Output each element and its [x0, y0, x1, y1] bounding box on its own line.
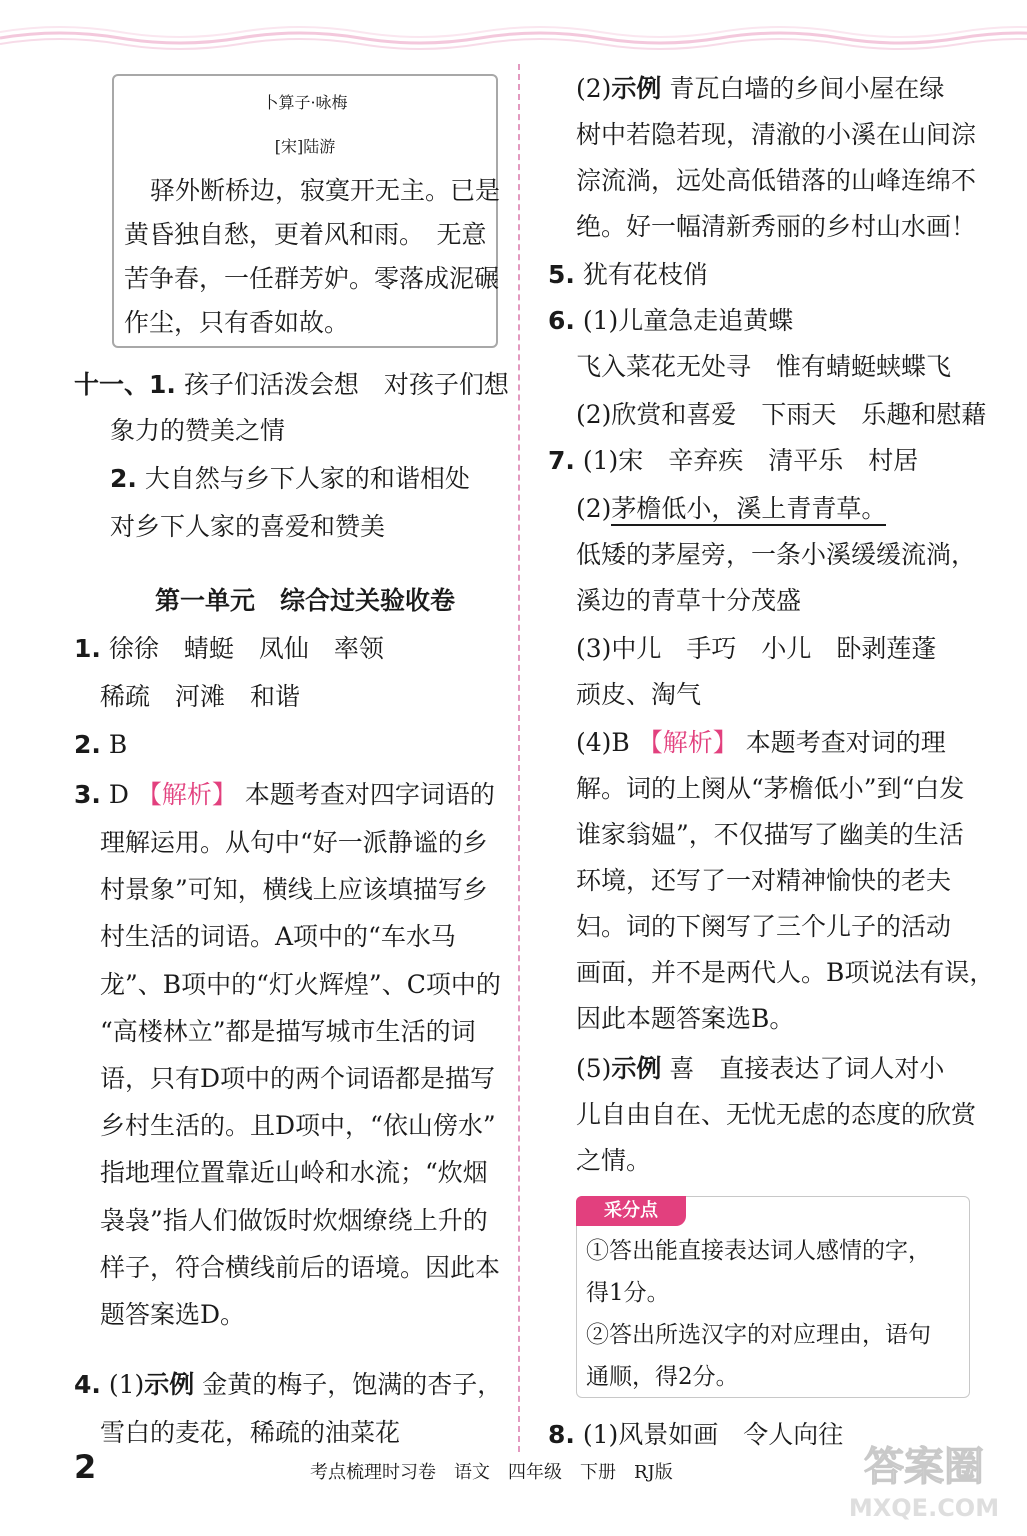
poem-line: 作尘，只有香如故。: [124, 308, 350, 337]
watermark-logo: [829, 1432, 1019, 1528]
scoring-points-tag: 采分点: [576, 1196, 686, 1226]
paragraph-line: 语，只有D项中的两个词语都是描写: [100, 1064, 496, 1093]
answer-q7-5: [576, 1052, 944, 1086]
column-divider: [518, 64, 520, 1452]
question-number: 1.: [74, 634, 101, 663]
analysis-label: 【解析】: [136, 780, 237, 809]
answer-q4: [74, 1368, 502, 1402]
example-label: 示例: [611, 1054, 662, 1083]
answer-q7-4: [576, 726, 946, 760]
answer-q11-2: [110, 462, 470, 496]
analysis-text: 本题考查对四字词语的: [244, 780, 495, 809]
paragraph-line: 村景象”可知，横线上应该填描写乡: [100, 875, 488, 905]
poem-title: 卜算子·咏梅: [262, 93, 348, 112]
paragraph-line: 理解运用。从句中“好一派静谧的乡: [100, 828, 488, 857]
answer-text: 雪白的麦花，稀疏的油菜花: [100, 1418, 401, 1447]
paragraph-line: 谁家翁媪”，不仅描写了幽美的生活: [576, 820, 964, 849]
example-label: 示例: [144, 1370, 195, 1399]
answer-text: (1)宋 辛弃疾 清平乐 村居: [582, 446, 919, 475]
poem-line: 驿外断桥边，寂寞开无主。已是: [150, 176, 501, 205]
answer-q7: [548, 444, 918, 478]
answer-text: 稀疏 河滩 和谐: [100, 682, 301, 711]
example-label: 示例: [611, 74, 662, 103]
answer-q5: [548, 258, 708, 292]
paragraph-line: 解。词的上阕从“茅檐低小”到“白发: [576, 774, 965, 803]
sub-number: (5): [576, 1054, 612, 1083]
answer-text: 孩子们活泼会想 对孩子们想: [183, 370, 509, 399]
poem-line: 苦争春，一任群芳妒。零落成泥碾: [124, 264, 500, 293]
answer-text: 对乡下人家的喜爱和赞美: [110, 512, 386, 541]
answer-text: 青瓦白墙的乡间小屋在绿: [669, 74, 945, 103]
answer-text: (1)儿童急走追黄蝶: [582, 306, 794, 335]
question-number: 6.: [548, 306, 575, 335]
paragraph-line: 妇。词的下阕写了三个儿子的活动: [576, 912, 952, 941]
answer-q8: [548, 1418, 843, 1452]
answer-q2: [74, 728, 127, 762]
paragraph-line: 淙流淌，远处高低错落的山峰连绵不: [576, 166, 977, 195]
paragraph-line: 绝。好一幅清新秀丽的乡村山水画！: [576, 212, 977, 241]
paragraph-line: 题答案选D。: [100, 1300, 246, 1329]
sub-number: (1): [108, 1370, 145, 1399]
answer-text: (1)风景如画 令人向往: [582, 1420, 844, 1449]
scoring-point: 得1分。: [586, 1280, 670, 1306]
paragraph-line: “高楼林立”都是描写城市生活的词: [100, 1016, 476, 1046]
analysis-text: 本题考查对词的理: [745, 728, 946, 757]
question-number: 2.: [74, 730, 101, 759]
answer-q4-2: [576, 72, 944, 106]
answer-text: B: [108, 730, 128, 759]
scoring-point: ①答出能直接表达词人感情的字，: [586, 1238, 931, 1264]
poem-author: [宋]陆游: [274, 137, 336, 156]
watermark-line2: MXQE.COM: [848, 1494, 1000, 1522]
question-number: 3.: [74, 780, 101, 809]
footer-text: 考点梳理时习卷 语文 四年级 下册 RJ版: [310, 1462, 673, 1483]
question-number: 十一、1.: [74, 370, 176, 399]
paragraph-line: 龙”、B项中的“灯火辉煌”、C项中的: [100, 969, 501, 999]
answer-text: 之情。: [576, 1146, 652, 1175]
analysis-label: 【解析】: [637, 728, 738, 757]
answer-text: 低矮的茅屋旁，一条小溪缓缓流淌，: [576, 540, 977, 569]
answer-text: 喜 直接表达了词人对小: [669, 1054, 945, 1083]
sub-number: (2): [576, 74, 612, 103]
paragraph-line: 袅袅”指人们做饭时炊烟缭绕上升的: [100, 1205, 488, 1235]
answer-text: 大自然与乡下人家的和谐相处: [144, 464, 470, 493]
answer-text: 象力的赞美之情: [110, 416, 286, 445]
question-number: 7.: [548, 446, 575, 475]
answer-text: 儿自由自在、无忧无虑的态度的欣赏: [576, 1100, 977, 1129]
question-number: 2.: [110, 464, 137, 493]
answer-q3: [74, 778, 495, 812]
answer-text: 顽皮、淘气: [576, 680, 702, 709]
section-title: 第一单元 综合过关验收卷: [154, 586, 455, 615]
question-number: 5.: [548, 260, 575, 289]
scoring-point: ②答出所选汉字的对应理由，语句: [586, 1322, 931, 1348]
answer-q11-1: [74, 368, 509, 402]
paragraph-line: 画面，并不是两代人。B项说法有误，: [576, 958, 995, 987]
paragraph-line: 指地理位置靠近山岭和水流；“炊烟: [100, 1158, 488, 1188]
answer-text: D: [108, 780, 129, 809]
paragraph-line: 因此本题答案选B。: [576, 1004, 795, 1033]
answer-text: 溪边的青草十分茂盛: [576, 586, 802, 615]
paragraph-line: 环境，还写了一对精神愉快的老夫: [576, 866, 952, 895]
question-number: 8.: [548, 1420, 575, 1449]
question-number: 4.: [74, 1370, 101, 1399]
answer-text: 金黄的梅子，饱满的杏子，: [202, 1370, 503, 1399]
answer-q6: [548, 304, 793, 338]
answer-q1: [74, 632, 384, 666]
answer-text: 犹有花枝俏: [582, 260, 708, 289]
page-number: 2: [74, 1448, 97, 1486]
answer-text: 徐徐 蜻蜓 凤仙 率领: [108, 634, 384, 663]
sub-number: (4)B: [576, 728, 630, 757]
answer-text: (3)中儿 手巧 小儿 卧剥莲蓬: [576, 634, 937, 663]
paragraph-line: 村生活的词语。A项中的“车水马: [100, 922, 456, 952]
top-decorative-band: [0, 0, 1027, 52]
paragraph-line: 树中若隐若现，清澈的小溪在山间淙: [576, 120, 977, 149]
sub-number: (2): [576, 494, 612, 523]
poem-line: 黄昏独自愁，更着风和雨。 无意: [124, 220, 487, 249]
paragraph-line: 乡村生活的。且D项中，“依山傍水”: [100, 1111, 496, 1141]
answer-q7-2: [576, 492, 886, 526]
answer-text: (2)欣赏和喜爱 下雨天 乐趣和慰藉: [576, 400, 987, 429]
watermark-line1: 答案圈: [864, 1444, 984, 1490]
paragraph-line: 样子，符合横线前后的语境。因此本: [100, 1252, 501, 1282]
answer-text: 飞入菜花无处寻 惟有蜻蜓蛱蝶飞: [576, 352, 952, 381]
underlined-answer: 茅檐低小，溪上青青草。: [611, 494, 886, 526]
scoring-point: 通顺，得2分。: [586, 1364, 739, 1390]
